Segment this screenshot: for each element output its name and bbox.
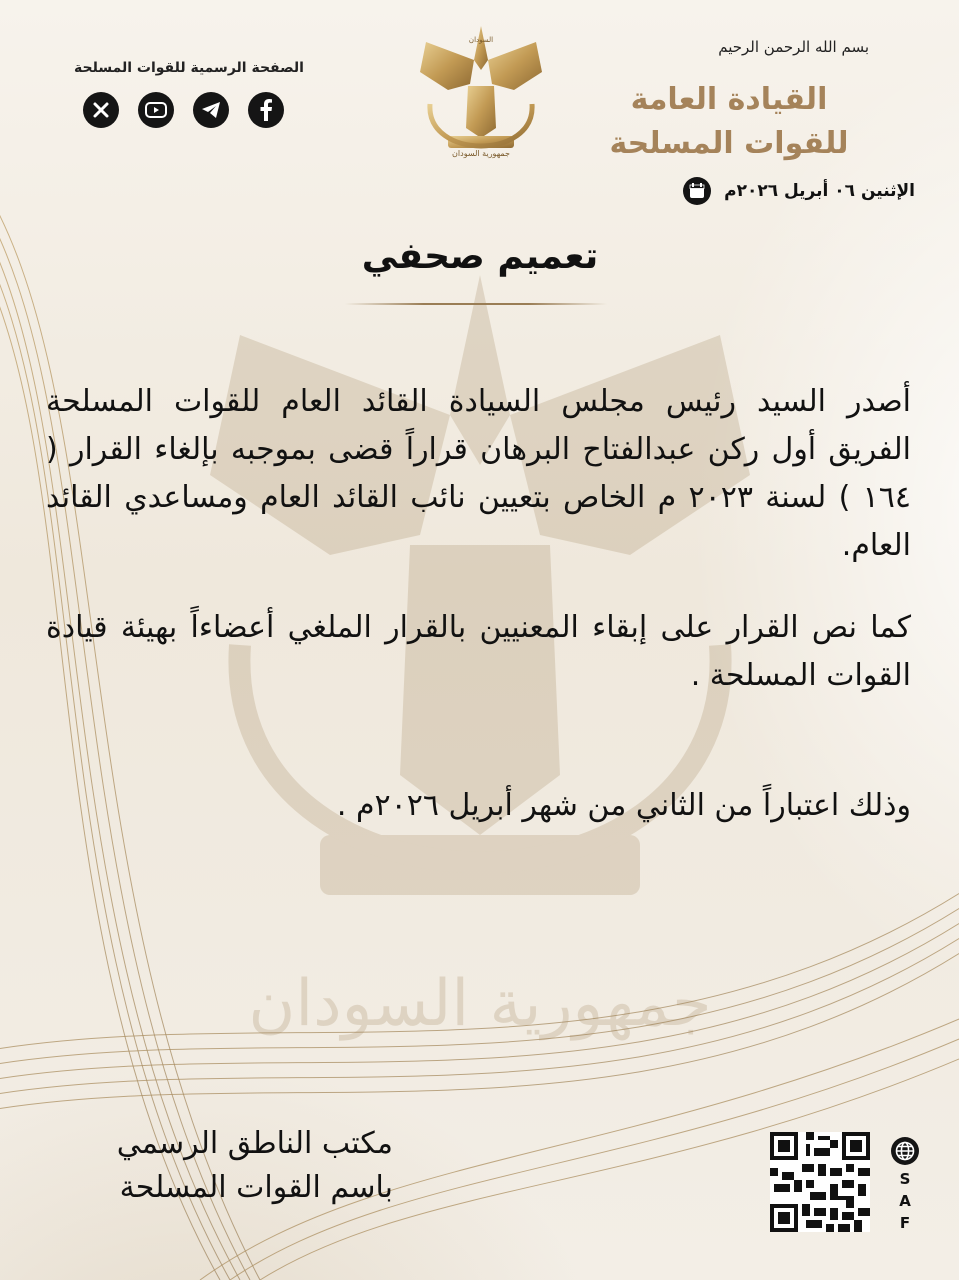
organization-name: [579, 78, 879, 166]
facebook-icon[interactable]: [248, 92, 284, 128]
saf-letter: S: [899, 1170, 911, 1188]
body-paragraph-2: كما نص القرار على إبقاء المعنيين بالقرار الملغي أعضاءاً بهيئة قيادة القوات المسلحة .: [46, 610, 911, 693]
bismillah: بسم الله الرحمن الرحيم: [718, 38, 869, 56]
spokesperson-line-2: باسم القوات المسلحة: [119, 1170, 393, 1205]
release-date: الإثنين ٠٦ أبريل ٢٠٢٦م: [724, 181, 915, 201]
x-icon[interactable]: [83, 92, 119, 128]
spokesperson-line-1: مكتب الناطق الرسمي: [116, 1126, 393, 1161]
spokesperson-signature: [48, 1122, 393, 1210]
date-row: [682, 176, 915, 206]
org-line-1: القيادة العامة: [630, 82, 828, 117]
title-divider: [345, 303, 607, 305]
calendar-icon: [682, 176, 712, 206]
qr-code[interactable]: [770, 1132, 870, 1232]
watermark-ribbon-text: جمهورية السودان: [248, 967, 712, 1041]
telegram-icon[interactable]: [193, 92, 229, 128]
body-paragraph-1: أصدر السيد رئيس مجلس السيادة القائد العام للقوات المسلحة الفريق أول ركن عبدالفتاح البرهان قراراً قضى بموجبه بإلغاء القرار ( ١٦٤ ) لسنة ٢٠٢٣ م الخاص بتعيين نائب القائد العام ومساعدي القائد العام.: [46, 384, 911, 563]
org-line-2: للقوات المسلحة: [609, 126, 849, 161]
saf-letter: F: [899, 1214, 911, 1232]
emblem-top-label: السودان: [468, 36, 494, 44]
body-paragraph-3: وذلك اعتباراً من الثاني من شهر أبريل ٢٠٢٦م .: [336, 788, 911, 823]
saf-brand: [896, 1168, 914, 1234]
social-links: [83, 92, 284, 128]
official-page-label: الصفحة الرسمية للقوات المسلحة: [74, 60, 304, 76]
page-title: تعميم صحفي: [361, 236, 599, 277]
emblem-ribbon-text: جمهورية السودان: [452, 149, 510, 158]
globe-icon: [890, 1136, 920, 1166]
saf-letter: A: [899, 1192, 911, 1210]
sudan-armed-forces-emblem: [414, 20, 549, 160]
youtube-icon[interactable]: [138, 92, 174, 128]
